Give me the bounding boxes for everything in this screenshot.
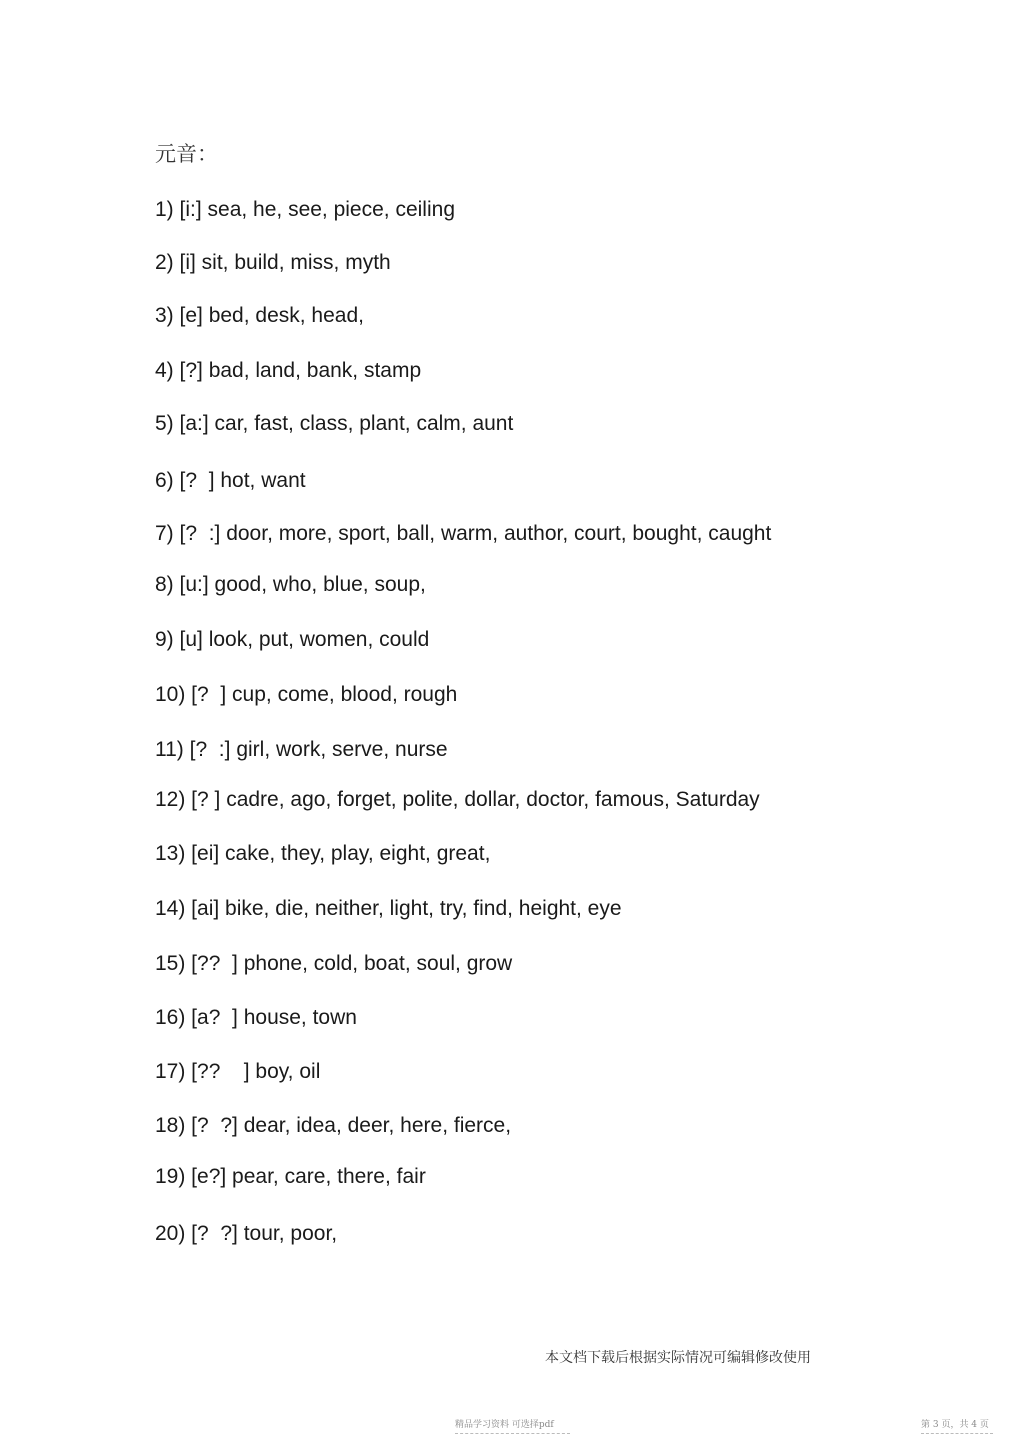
- vowel-line-17: 17) [?? ] boy, oil: [155, 1060, 321, 1083]
- vowel-line-5: 5) [a:] car, fast, class, plant, calm, aunt: [155, 412, 514, 435]
- vowel-line-11: 11) [? :] girl, work, serve, nurse: [155, 738, 448, 761]
- section-heading: 元音：: [155, 142, 218, 166]
- vowel-line-10: 10) [? ] cup, come, blood, rough: [155, 683, 458, 706]
- vowel-line-6: 6) [? ] hot, want: [155, 469, 306, 492]
- vowel-line-13: 13) [ei] cake, they, play, eight, great,: [155, 842, 491, 865]
- footer-left-caption: 精品学习资料 可选择pdf: [455, 1417, 570, 1434]
- vowel-line-4: 4) [?] bad, land, bank, stamp: [155, 359, 422, 382]
- vowel-line-7: 7) [? :] door, more, sport, ball, warm, author, court, bought, caught: [155, 522, 772, 545]
- vowel-line-14: 14) [ai] bike, die, neither, light, try, find, height, eye: [155, 897, 622, 920]
- vowel-line-19: 19) [e?] pear, care, there, fair: [155, 1165, 426, 1188]
- vowel-line-12: 12) [? ] cadre, ago, forget, polite, dollar, doctor, famous, Saturday: [155, 788, 760, 811]
- vowel-line-3: 3) [e] bed, desk, head,: [155, 304, 364, 327]
- vowel-line-8: 8) [u:] good, who, blue, soup,: [155, 573, 426, 596]
- vowel-line-15: 15) [?? ] phone, cold, boat, soul, grow: [155, 952, 513, 975]
- vowel-line-1: 1) [i:] sea, he, see, piece, ceiling: [155, 198, 455, 221]
- footer-note: 本文档下载后根据实际情况可编辑修改使用: [545, 1350, 811, 1366]
- vowel-line-18: 18) [? ?] dear, idea, deer, here, fierce,: [155, 1114, 512, 1137]
- vowel-line-16: 16) [a? ] house, town: [155, 1006, 357, 1029]
- page-number: 第 3 页，共 4 页: [921, 1417, 993, 1434]
- vowel-line-20: 20) [? ?] tour, poor,: [155, 1222, 338, 1245]
- vowel-line-9: 9) [u] look, put, women, could: [155, 628, 430, 651]
- vowel-line-2: 2) [i] sit, build, miss, myth: [155, 251, 391, 274]
